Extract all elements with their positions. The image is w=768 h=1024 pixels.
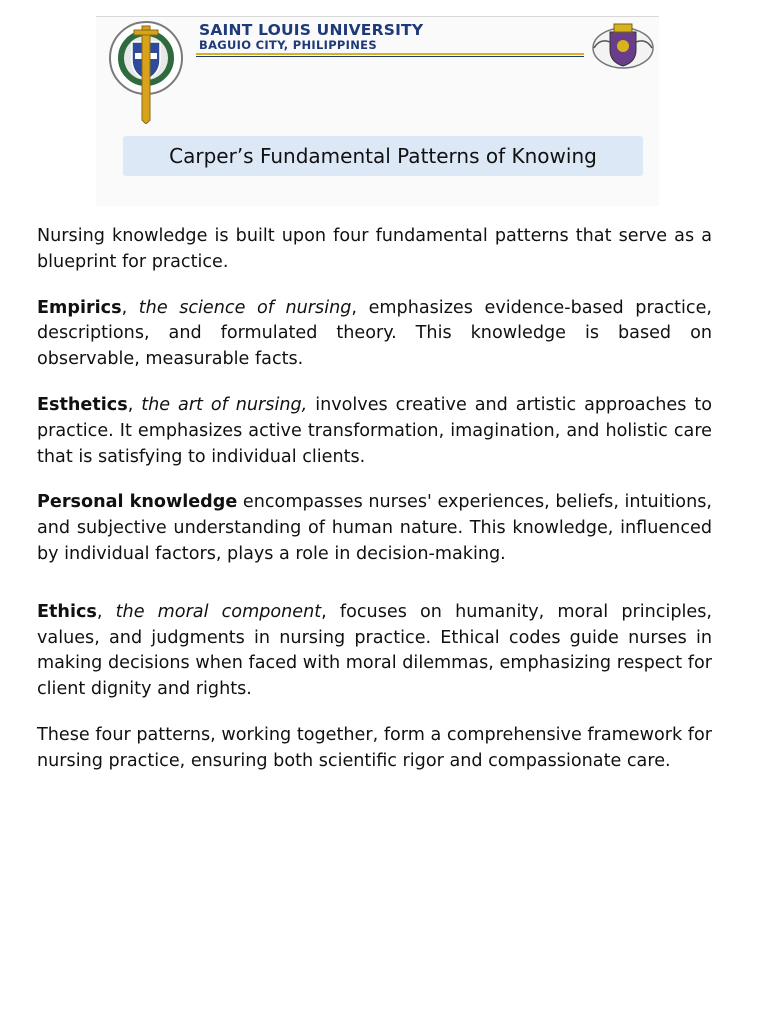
intro-paragraph: Nursing knowledge is built upon four fundamental patterns that serve as a blueprint for practice.	[37, 226, 712, 272]
pattern-term: Esthetics	[37, 394, 128, 415]
college-crest-icon	[588, 20, 658, 72]
header-top-rule	[96, 16, 659, 17]
university-seal-icon	[98, 20, 194, 124]
pattern-epithet: the moral component	[115, 601, 322, 622]
pattern-term: Ethics	[37, 601, 97, 622]
pattern-epithet: the science of nursing	[138, 297, 352, 318]
pattern-paragraph-personal-knowledge	[37, 490, 712, 567]
pattern-lead: ,	[121, 297, 139, 318]
document-body	[37, 224, 712, 795]
page-title: Carper’s Fundamental Patterns of Knowing	[169, 144, 597, 168]
pattern-paragraph-empirics	[37, 296, 712, 373]
pattern-text: , focuses on humanity, moral principles, values, and judgments in nursing practice. Ethical codes guide nurses in making decisions when faced with moral dilemmas, emphasizing respect for client dignity and rights.	[37, 601, 712, 700]
header-gold-rule	[196, 53, 584, 55]
header-blue-rule	[196, 56, 584, 57]
pattern-text: encompasses nurses' experiences, beliefs, intuitions, and subjective understanding of human nature. This knowledge, influenced by individual factors, plays a role in decision-making.	[37, 492, 712, 564]
letterhead	[96, 16, 659, 206]
pattern-text: , emphasizes evidence-based practice, descriptions, and formulated theory. This knowledge is based on observable, measurable facts.	[37, 297, 713, 370]
pattern-text: involves creative and artistic approaches to practice. It emphasizes active transformation, imagination, and holistic care that is satisfying to individual clients.	[37, 394, 712, 467]
conclusion-paragraph: These four patterns, working together, form a comprehensive framework for nursing practice, ensuring both scientific rigor and compassionate care.	[37, 724, 712, 771]
pattern-paragraph-ethics	[37, 600, 712, 703]
title-banner	[123, 136, 643, 176]
pattern-paragraph-esthetics	[37, 393, 712, 470]
pattern-term: Personal knowledge	[37, 492, 238, 513]
pattern-lead: ,	[96, 601, 116, 622]
pattern-lead: ,	[127, 394, 142, 415]
university-name: SAINT LOUIS UNIVERSITY	[199, 21, 424, 39]
pattern-epithet: the art of nursing,	[141, 394, 308, 415]
university-city: BAGUIO CITY, PHILIPPINES	[199, 38, 377, 52]
pattern-term: Empirics	[37, 297, 122, 318]
